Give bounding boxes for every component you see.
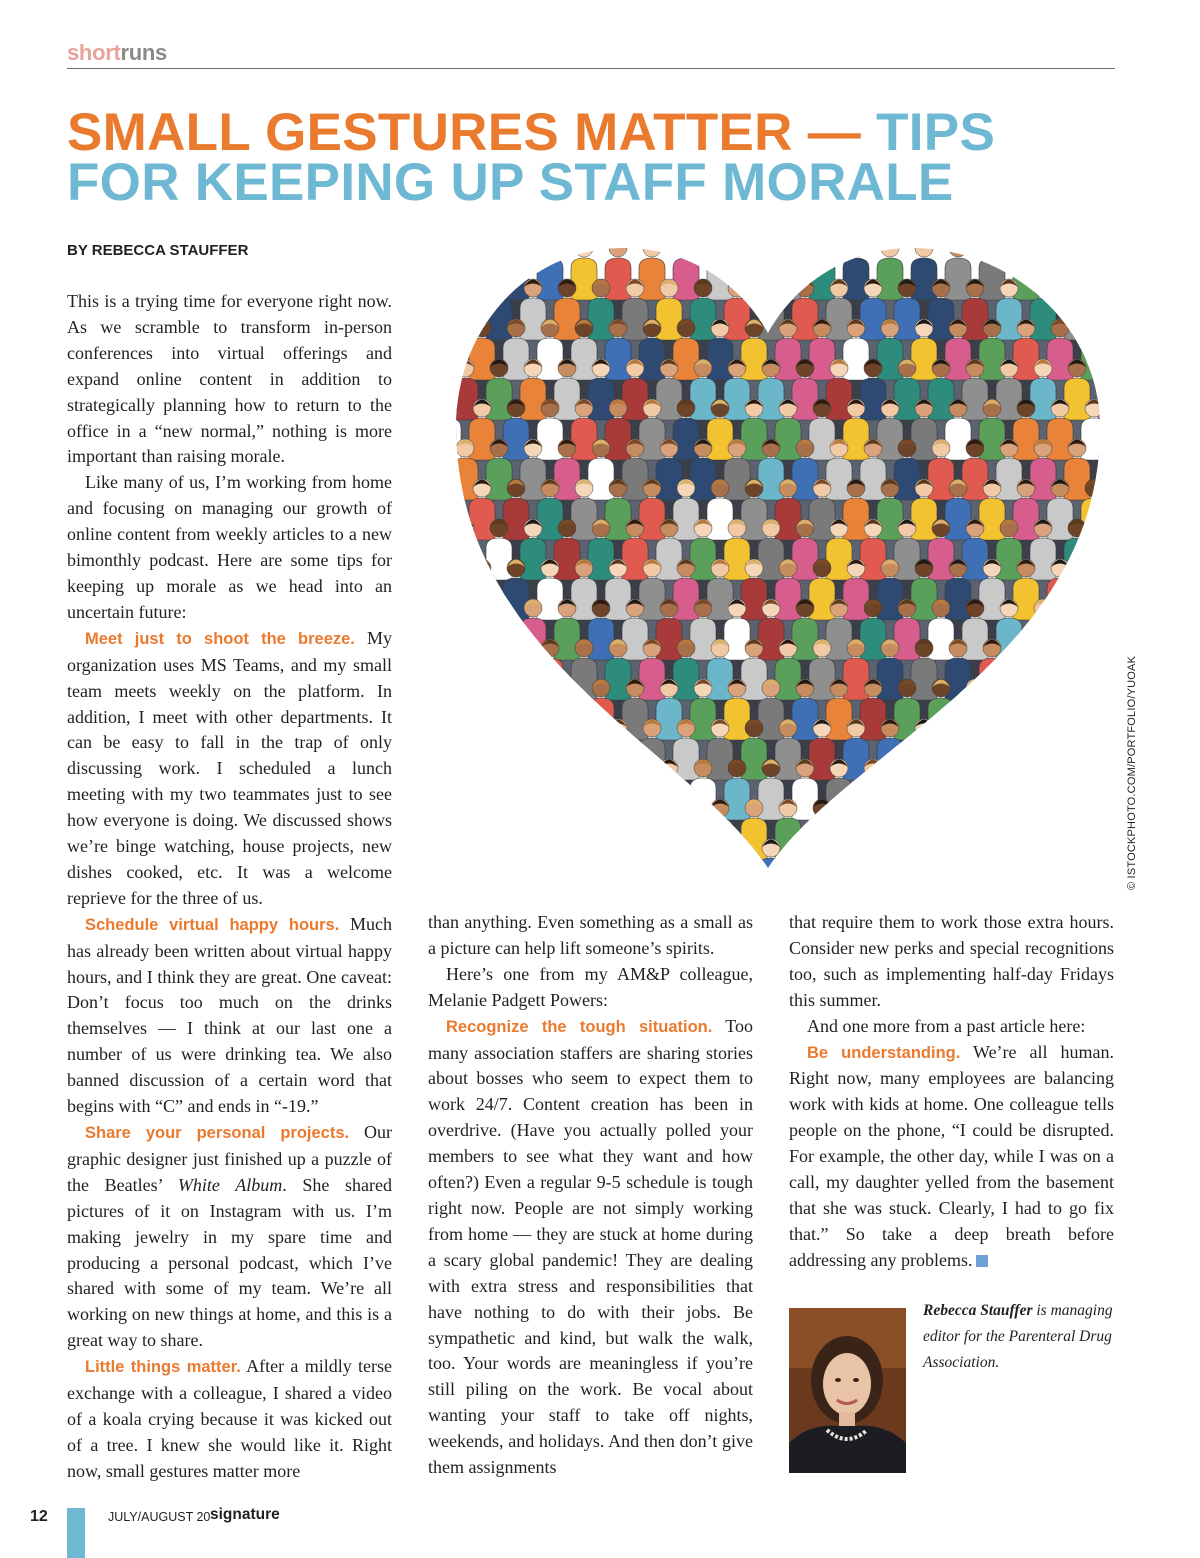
- crowd-figure: [1030, 679, 1056, 760]
- paragraph: [67, 626, 392, 912]
- crowd-figure: [503, 799, 529, 878]
- crowd-figure: [1098, 279, 1118, 360]
- top-rule: [67, 68, 1115, 69]
- tip-text: Too many association staffers are sharing stories about bosses who seem to expect them to work 24/7. Content creation has been in overdrive. (Have you actually polled your members to see what they want and how often?) Even a regular 9-5 schedule is tough right now. People are not simply working from home — they are stuck at home during a scary global pandemic! They are dealing with extra stress and responsibilities that have nothing to do with their jobs. Be sympathetic and kind, but walk the walk, too. Your words are meaningless if you’re still piling on the work. Be vocal about wanting your staff to take off nights, weekends, and holidays. And then don’t give them assignments: [428, 1015, 753, 1478]
- crowd-figure: [1030, 839, 1056, 878]
- album-title: White Album: [177, 1174, 283, 1195]
- crowd-figure: [724, 839, 750, 878]
- crowd-figure: [1098, 439, 1118, 520]
- crowd-figure: [605, 799, 631, 878]
- tip-text: We’re all human. Right now, many employees are balancing work with kids at home. One colleague tells people on the phone, “I could be disrupted. For example, the other day, while I was on a call, my daughter yelled from the basement that she was stuck. Clearly, I had to go fix that.” So take a deep breath before addressing any problems.: [789, 1041, 1115, 1270]
- section-label-runs: runs: [120, 40, 167, 65]
- paragraph: Like many of us, I’m working from home and focusing on managing our growth of online content from weekly articles to a new bimonthly podcast. Here are some tips for keeping up morale as we head into an uncertain future:: [67, 472, 392, 622]
- tip-text: Much has already been written about virtual happy hours, and I think they are great. One caveat: Don’t focus too much on the drinks themselves — I think at our last one a number of us were drinking tea. We also banned discussion of a certain word that begins with “C” and ends in “-19.”: [67, 913, 392, 1117]
- crowd-figure: [1013, 799, 1039, 878]
- crowd-figure: [1064, 599, 1090, 680]
- author-bio-text: is managing editor for the Parenteral Drug Association.: [923, 1302, 1113, 1371]
- crowd-figure: [503, 719, 529, 800]
- paragraph: And one more from a past article here:: [807, 1015, 1086, 1036]
- crowd-figure: [486, 599, 512, 680]
- heart-people-illustration: [438, 228, 1118, 878]
- page-number: 12: [30, 1508, 48, 1525]
- crowd-figure: [469, 799, 495, 878]
- crowd-figure: [622, 839, 648, 878]
- crowd-figure: [1081, 719, 1107, 800]
- crowd-figure: [520, 679, 546, 760]
- crowd-figure: [1064, 759, 1090, 840]
- crowd-figure: [452, 839, 478, 878]
- headline-blue-tail: TIPS: [876, 103, 996, 162]
- crowd-figure: [554, 839, 580, 878]
- headline-orange: SMALL GESTURES MATTER —: [67, 103, 877, 162]
- tip-lead: Be understanding.: [807, 1043, 961, 1062]
- headline: [67, 103, 1127, 212]
- crowd-figure: [520, 759, 546, 840]
- crowd-figure: [503, 639, 529, 720]
- crowd-figure: [996, 679, 1022, 760]
- crowd-figure: [537, 799, 563, 878]
- crowd-figure: [1030, 759, 1056, 840]
- crowd-figure: [1081, 559, 1107, 640]
- crowd-figure: [894, 839, 920, 878]
- byline: BY REBECCA STAUFFER: [67, 242, 249, 259]
- crowd-figure: [1098, 759, 1118, 840]
- crowd-figure: [1013, 639, 1039, 720]
- crowd-figure: [1081, 799, 1107, 878]
- headline-blue: FOR KEEPING UP STAFF MORALE: [67, 153, 954, 212]
- crowd-figure: [1064, 679, 1090, 760]
- crowd-figure: [996, 839, 1022, 878]
- crowd-figure: [979, 719, 1005, 800]
- paragraph: [67, 1354, 392, 1485]
- footer-bar: [67, 1508, 85, 1558]
- column-2: [428, 910, 753, 1481]
- tip-text: After a mildly terse exchange with a colleague, I shared a video of a koala crying because it was kicked out of a tree. I knew she would like it. Right now, small gestures matter more: [67, 1356, 392, 1481]
- crowd-figure: [1047, 719, 1073, 800]
- crowd-figure: [1064, 839, 1090, 878]
- crowd-figure: [1081, 639, 1107, 720]
- crowd-figure: [1098, 679, 1118, 760]
- crowd-figure: [962, 759, 988, 840]
- author-name: Rebecca Stauffer: [923, 1302, 1033, 1319]
- crowd-figure: [690, 839, 716, 878]
- end-of-article-square: [976, 1255, 988, 1267]
- crowd-figure: [1098, 839, 1118, 878]
- crowd-figure: [1013, 719, 1039, 800]
- crowd-figure: [452, 679, 478, 760]
- paragraph: Here’s one from my AM&P colleague, Melanie Padgett Powers:: [428, 963, 753, 1010]
- crowd-figure: [945, 719, 971, 800]
- crowd-figure: [571, 719, 597, 800]
- crowd-figure: [438, 719, 461, 800]
- author-photo: [789, 1308, 906, 1473]
- crowd-figure: [622, 759, 648, 840]
- crowd-figure: [1081, 239, 1107, 320]
- paragraph: [67, 912, 392, 1120]
- crowd-figure: [438, 239, 461, 320]
- crowd-figure: [962, 679, 988, 760]
- crowd-figure: [571, 799, 597, 878]
- tip-text: My organization uses MS Teams, and my small team meets weekly on the platform. In addition, I meet with other departments. It can be easy to fall in the trap of only discussing work. I scheduled a lunch meeting with my two teammates just to see how everyone is doing. We discussed shows we’re binge watching, house projects, new dishes cooked, etc. It was a welcome reprieve for the three of us.: [67, 627, 392, 908]
- crowd-figure: [877, 799, 903, 878]
- crowd-figure: [1098, 599, 1118, 680]
- crowd-figure: [605, 719, 631, 800]
- crowd-figure: [996, 759, 1022, 840]
- crowd-figure: [928, 839, 954, 878]
- crowd-figure: [1098, 359, 1118, 440]
- paragraph: [789, 1040, 1114, 1274]
- crowd-figure: [673, 799, 699, 878]
- column-3: [789, 910, 1114, 1274]
- section-label: [67, 40, 167, 66]
- crowd-figure: [656, 839, 682, 878]
- paragraph: [67, 1120, 392, 1354]
- tip-lead: Meet just to shoot the breeze.: [85, 629, 355, 648]
- section-label-short: short: [67, 40, 121, 65]
- crowd-figure: [438, 479, 461, 560]
- crowd-figure: [438, 559, 461, 640]
- crowd-figure: [843, 799, 869, 878]
- crowd-figure: [945, 799, 971, 878]
- crowd-figure: [438, 799, 461, 878]
- paragraph: than anything. Even something as a small as a picture can help lift someone’s spirits.: [428, 912, 753, 958]
- tip-lead: Schedule virtual happy hours.: [85, 915, 340, 934]
- tip-lead: Share your personal projects.: [85, 1124, 350, 1142]
- paragraph: [428, 1014, 753, 1481]
- crowd-figure: [588, 839, 614, 878]
- crowd-figure: [962, 839, 988, 878]
- paragraph: that require them to work those extra hours. Consider new perks and special recognitions too, such as implementing half-day Fridays this summer.: [789, 912, 1114, 1010]
- crowd-figure: [554, 759, 580, 840]
- crowd-figure: [520, 839, 546, 878]
- tip-lead: Little things matter.: [85, 1358, 241, 1377]
- crowd-figure: [452, 599, 478, 680]
- tip-text: Our graphic designer just finished up a puzzle of the Beatles’: [67, 1122, 392, 1195]
- crowd-figure: [452, 759, 478, 840]
- crowd-figure: [469, 559, 495, 640]
- crowd-figure: [486, 679, 512, 760]
- crowd-figure: [438, 319, 461, 400]
- crowd-figure: [639, 799, 665, 878]
- crowd-figure: [1047, 799, 1073, 878]
- tip-lead: Recognize the tough situation.: [446, 1017, 713, 1036]
- photo-credit: © ISTOCKPHOTO.COM/PORTFOLIO/YUOAK: [1126, 655, 1138, 890]
- crowd-figure: [554, 679, 580, 760]
- crowd-figure: [438, 639, 461, 720]
- crowd-figure: [486, 759, 512, 840]
- crowd-figure: [792, 839, 818, 878]
- crowd-figure: [928, 759, 954, 840]
- crowd-figure: [588, 759, 614, 840]
- footer-issue: JULY/AUGUST 20: [108, 1510, 211, 1524]
- paragraph: This is a trying time for everyone right now. As we scramble to transform in-person conferences into virtual offerings and expand online content in addition to strategically planning how to return to the office in a “new normal,” nothing is more important than raising morale.: [67, 291, 392, 467]
- crowd-figure: [486, 839, 512, 878]
- crowd-figure: [894, 759, 920, 840]
- crowd-figure: [469, 719, 495, 800]
- crowd-figure: [979, 799, 1005, 878]
- crowd-figure: [469, 239, 495, 320]
- column-1: [67, 289, 392, 1485]
- crowd-figure: [1098, 519, 1118, 600]
- footer-magazine: signature: [210, 1506, 280, 1523]
- crowd-figure: [911, 799, 937, 878]
- crowd-figure: [469, 639, 495, 720]
- crowd-figure: [860, 839, 886, 878]
- crowd-figure: [1047, 639, 1073, 720]
- crowd-figure: [537, 719, 563, 800]
- crowd-figure: [826, 839, 852, 878]
- tip-text: . She shared pictures of it on Instagram with us. I’m making jewelry in my spare time and producing a personal podcast, which I’ve shared with some of my team. We’re all working on new things at home, and this is a great way to share.: [67, 1174, 392, 1351]
- author-bio: [923, 1298, 1123, 1376]
